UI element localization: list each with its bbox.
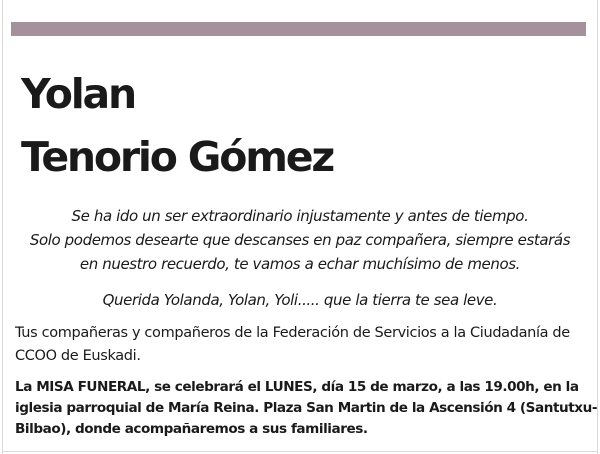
frame-right-border (597, 0, 598, 454)
funeral-line: Bilbao), donde acompañaremos a sus familiares. (15, 421, 368, 437)
signature-text: Tus compañeras y compañeros de la Federación de Servicios a la Ciudadanía de CCOO de Euskadi. (15, 325, 570, 364)
funeral-line: iglesia parroquial de María Reina. Plaza San Martin de la Ascensión 4 (Santutxu- (15, 400, 598, 416)
tribute-line: Se ha ido un ser extraordinario injustamente y antes de tiempo. (71, 207, 529, 225)
farewell-line: Querida Yolanda, Yolan, Yoli..... que la tierra te sea leve. (102, 291, 498, 309)
frame-bottom-border (2, 451, 598, 452)
farewell-message (8, 288, 592, 312)
decorative-top-bar (11, 22, 586, 36)
funeral-line: La MISA FUNERAL, se celebrará el LUNES, día 15 de marzo, a las 19.00h, en la (15, 379, 579, 395)
tribute-line: en nuestro recuerdo, te vamos a echar muchísimo de menos. (79, 255, 521, 273)
frame-left-border (2, 0, 3, 454)
funeral-details (15, 377, 598, 440)
tribute-line: Solo podemos desearte que descanses en paz compañera, siempre estarás (29, 231, 571, 249)
deceased-first-name: Yolan (21, 70, 136, 118)
tribute-message (8, 204, 592, 276)
deceased-surnames: Tenorio Gómez (21, 133, 334, 181)
